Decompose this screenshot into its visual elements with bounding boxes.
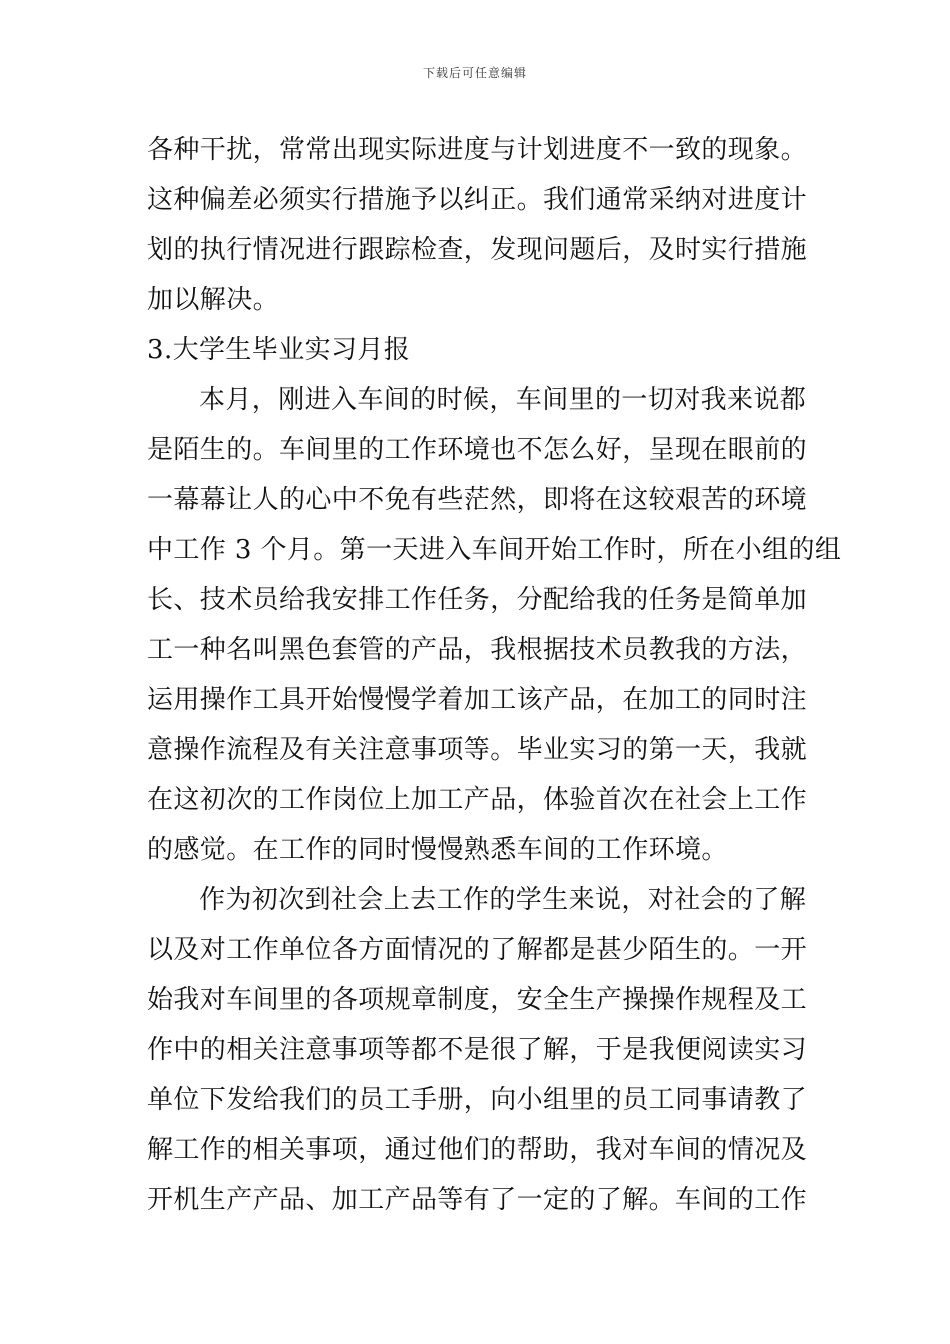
- text-line: 作中的相关注意事项等都不是很了解，于是我便阅读实习: [147, 1035, 808, 1065]
- text-line: 划的执行情况进行跟踪检查，发现问题后，及时实行措施: [147, 235, 808, 265]
- paragraph-first-line: 作为初次到社会上去工作的学生来说，对社会的了解: [199, 885, 807, 915]
- page-header-note: 下载后可任意编辑: [422, 66, 527, 80]
- text-line: 工一种名叫黑色套管的产品，我根据技术员教我的方法，: [147, 635, 808, 665]
- text-line: 解工作的相关事项，通过他们的帮助，我对车间的情况及: [147, 1135, 808, 1165]
- section-heading: 3.大学生毕业实习月报: [147, 335, 411, 365]
- text-line: 始我对车间里的各项规章制度，安全生产操操作规程及工: [147, 985, 808, 1015]
- text-line: 开机生产产品、加工产品等有了一定的了解。车间的工作: [147, 1185, 808, 1215]
- text-line: 中工作 3 个月。第一天进入车间开始工作时，所在小组的组: [147, 535, 842, 565]
- text-line: 单位下发给我们的员工手册，向小组里的员工同事请教了: [147, 1085, 808, 1115]
- document-body: [147, 125, 842, 1225]
- text-line: 运用操作工具开始慢慢学着加工该产品，在加工的同时注: [147, 685, 808, 715]
- paragraph-first-line: 本月，刚进入车间的时候，车间里的一切对我来说都: [199, 385, 807, 415]
- text-line: 一幕幕让人的心中不免有些茫然，即将在这较艰苦的环境: [147, 485, 808, 515]
- text-line: 长、技术员给我安排工作任务，分配给我的任务是简单加: [147, 585, 808, 615]
- text-line: 在这初次的工作岗位上加工产品，体验首次在社会上工作: [147, 785, 808, 815]
- text-line: 的感觉。在工作的同时慢慢熟悉车间的工作环境。: [147, 835, 728, 865]
- text-line: 各种干扰，常常出现实际进度与计划进度不一致的现象。: [147, 135, 808, 165]
- text-line: 这种偏差必须实行措施予以纠正。我们通常采纳对进度计: [147, 185, 808, 215]
- text-line: 是陌生的。车间里的工作环境也不怎么好，呈现在眼前的: [147, 435, 808, 465]
- text-line: 意操作流程及有关注意事项等。毕业实习的第一天，我就: [147, 735, 808, 765]
- text-line: 加以解决。: [147, 285, 280, 315]
- text-line: 以及对工作单位各方面情况的了解都是甚少陌生的。一开: [147, 935, 808, 965]
